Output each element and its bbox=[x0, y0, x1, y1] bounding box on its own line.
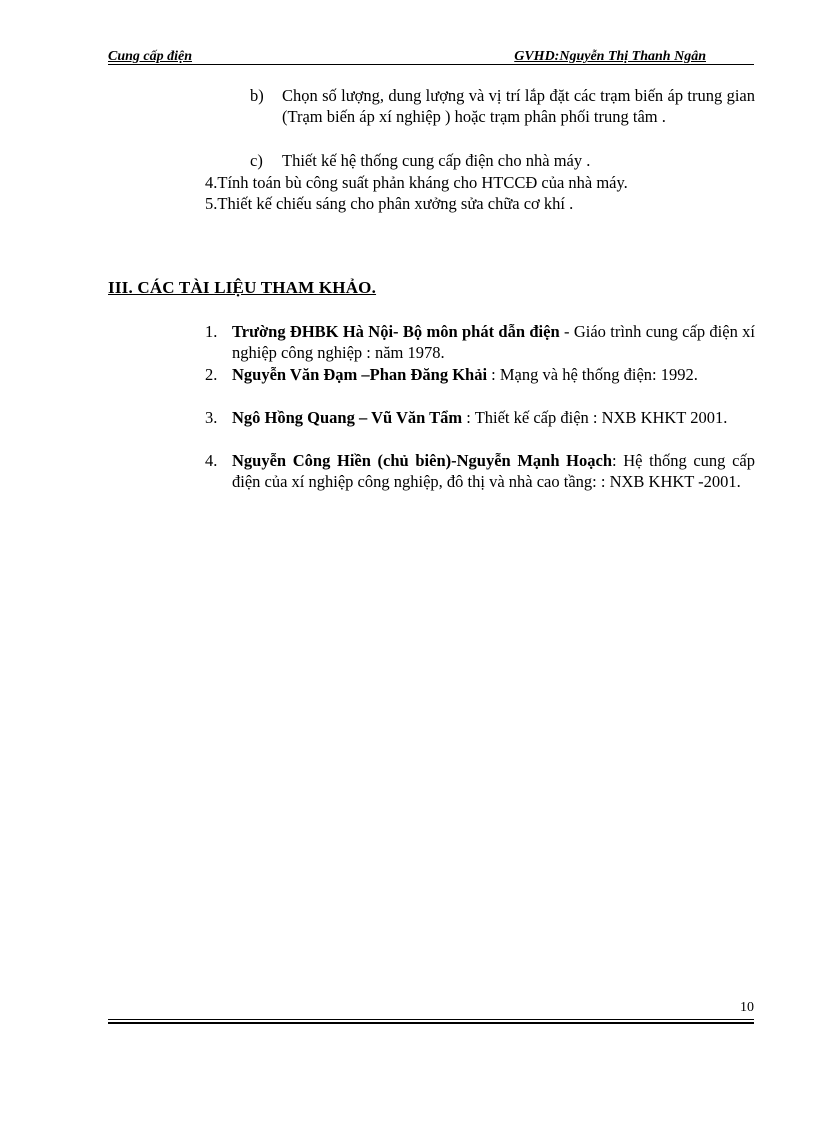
reference-author: Ngô Hồng Quang – Vũ Văn Tẩm bbox=[232, 408, 463, 427]
reference-number: 2. bbox=[205, 365, 218, 384]
numbered-line-5: 5.Thiết kế chiếu sáng cho phân xưởng sửa chữa cơ khí . bbox=[205, 194, 574, 213]
reference-content bbox=[232, 450, 755, 492]
reference-number: 3. bbox=[205, 408, 218, 427]
footer-rule bbox=[108, 1019, 754, 1020]
reference-content bbox=[232, 364, 755, 385]
header-instructor: GVHD:Nguyễn Thị Thanh Ngân bbox=[514, 49, 706, 64]
reference-detail: - Giáo trình cung cấp điện xí nghiệp công nghiệp : năm 1978. bbox=[232, 322, 755, 362]
reference-number: 1. bbox=[205, 322, 218, 341]
reference-author: Nguyễn Công Hiền (chủ biên)-Nguyễn Mạnh Hoạch bbox=[232, 451, 613, 470]
header-course-title: Cung cấp điện bbox=[108, 49, 193, 64]
footer-rule-thick bbox=[108, 1022, 754, 1024]
reference-detail: : Thiết kế cấp điện : NXB KHKT 2001. bbox=[462, 408, 728, 427]
reference-content bbox=[232, 321, 755, 363]
reference-detail: : Hệ thống cung cấp điện của xí nghiệp công nghiệp, đô thị và nhà cao tầng: : NXB KHKT -2001. bbox=[232, 451, 755, 491]
sublist-text: Thiết kế hệ thống cung cấp điện cho nhà máy . bbox=[282, 151, 591, 170]
sublist-marker: b) bbox=[250, 86, 264, 105]
page-number: 10 bbox=[740, 1000, 754, 1015]
reference-detail: : Mạng và hệ thống điện: 1992. bbox=[487, 365, 698, 384]
page-header bbox=[108, 46, 754, 66]
reference-number: 4. bbox=[205, 451, 218, 470]
reference-content bbox=[232, 407, 755, 428]
sublist-marker: c) bbox=[250, 151, 263, 170]
numbered-line-4: 4.Tính toán bù công suất phản kháng cho HTCCĐ của nhà máy. bbox=[205, 173, 628, 192]
section-heading: III. CÁC TÀI LIỆU THAM KHẢO. bbox=[108, 278, 377, 297]
header-rule bbox=[108, 64, 754, 65]
reference-author: Nguyễn Văn Đạm –Phan Đăng Khải bbox=[232, 365, 488, 384]
reference-author: Trường ĐHBK Hà Nội- Bộ môn phát dẫn điện bbox=[232, 322, 560, 341]
sublist-text: Chọn số lượng, dung lượng và vị trí lắp đặt các trạm biến áp trung gian (Trạm biến áp xí nghiệp ) hoặc trạm phân phối trung tâm . bbox=[282, 86, 755, 126]
